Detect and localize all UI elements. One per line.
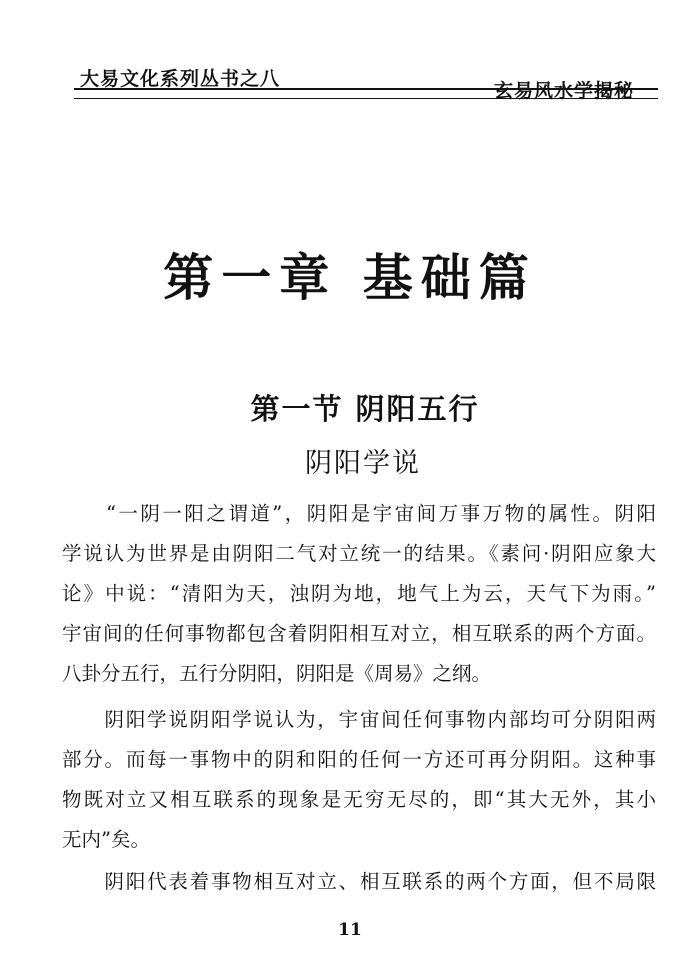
header-rule-thick: [74, 88, 658, 90]
chapter-title: 第一章 基础篇: [163, 248, 537, 307]
book-title: 玄易风水学揭秘: [494, 80, 635, 102]
paragraph-line: 八卦分五行，五行分阴阳，阴阳是《周易》之纲。: [62, 662, 492, 685]
paragraph-line: 论》中说：“清阳为天，浊阴为地，地气上为云，天气下为雨。”: [62, 582, 656, 605]
section-title: 第一节 阴阳五行: [250, 392, 480, 426]
paragraph-1: [62, 494, 656, 694]
series-title: 大易文化系列丛书之八: [80, 68, 281, 90]
page-number: 11: [338, 920, 362, 940]
header-rule-thin: [74, 98, 658, 99]
paragraph-3: [62, 862, 656, 902]
paragraph-line: 阴阳学说阴阳学说认为，宇宙间任何事物内部均可分阴阳两: [62, 708, 656, 731]
paragraph-line: 阴阳代表着事物相互对立、相互联系的两个方面，但不局限: [62, 870, 656, 893]
paragraph-line: 宇宙间的任何事物都包含着阴阳相互对立，相互联系的两个方面。: [62, 622, 656, 645]
paragraph-line: 物既对立又相互联系的现象是无穷无尽的，即“其大无外，其小: [62, 788, 656, 811]
paragraph-2: [62, 700, 656, 860]
subsection-title: 阴阳学说: [305, 448, 421, 479]
paragraph-line: 学说认为世界是由阴阳二气对立统一的结果。《素问·阴阳应象大: [62, 542, 656, 565]
paragraph-line: 部分。而每一事物中的阴和阳的任何一方还可再分阴阳。这种事: [62, 748, 656, 771]
paragraph-line: “一阴一阳之谓道”，阴阳是宇宙间万事万物的属性。阴阳: [62, 502, 656, 525]
paragraph-line: 无内”矣。: [62, 828, 150, 851]
